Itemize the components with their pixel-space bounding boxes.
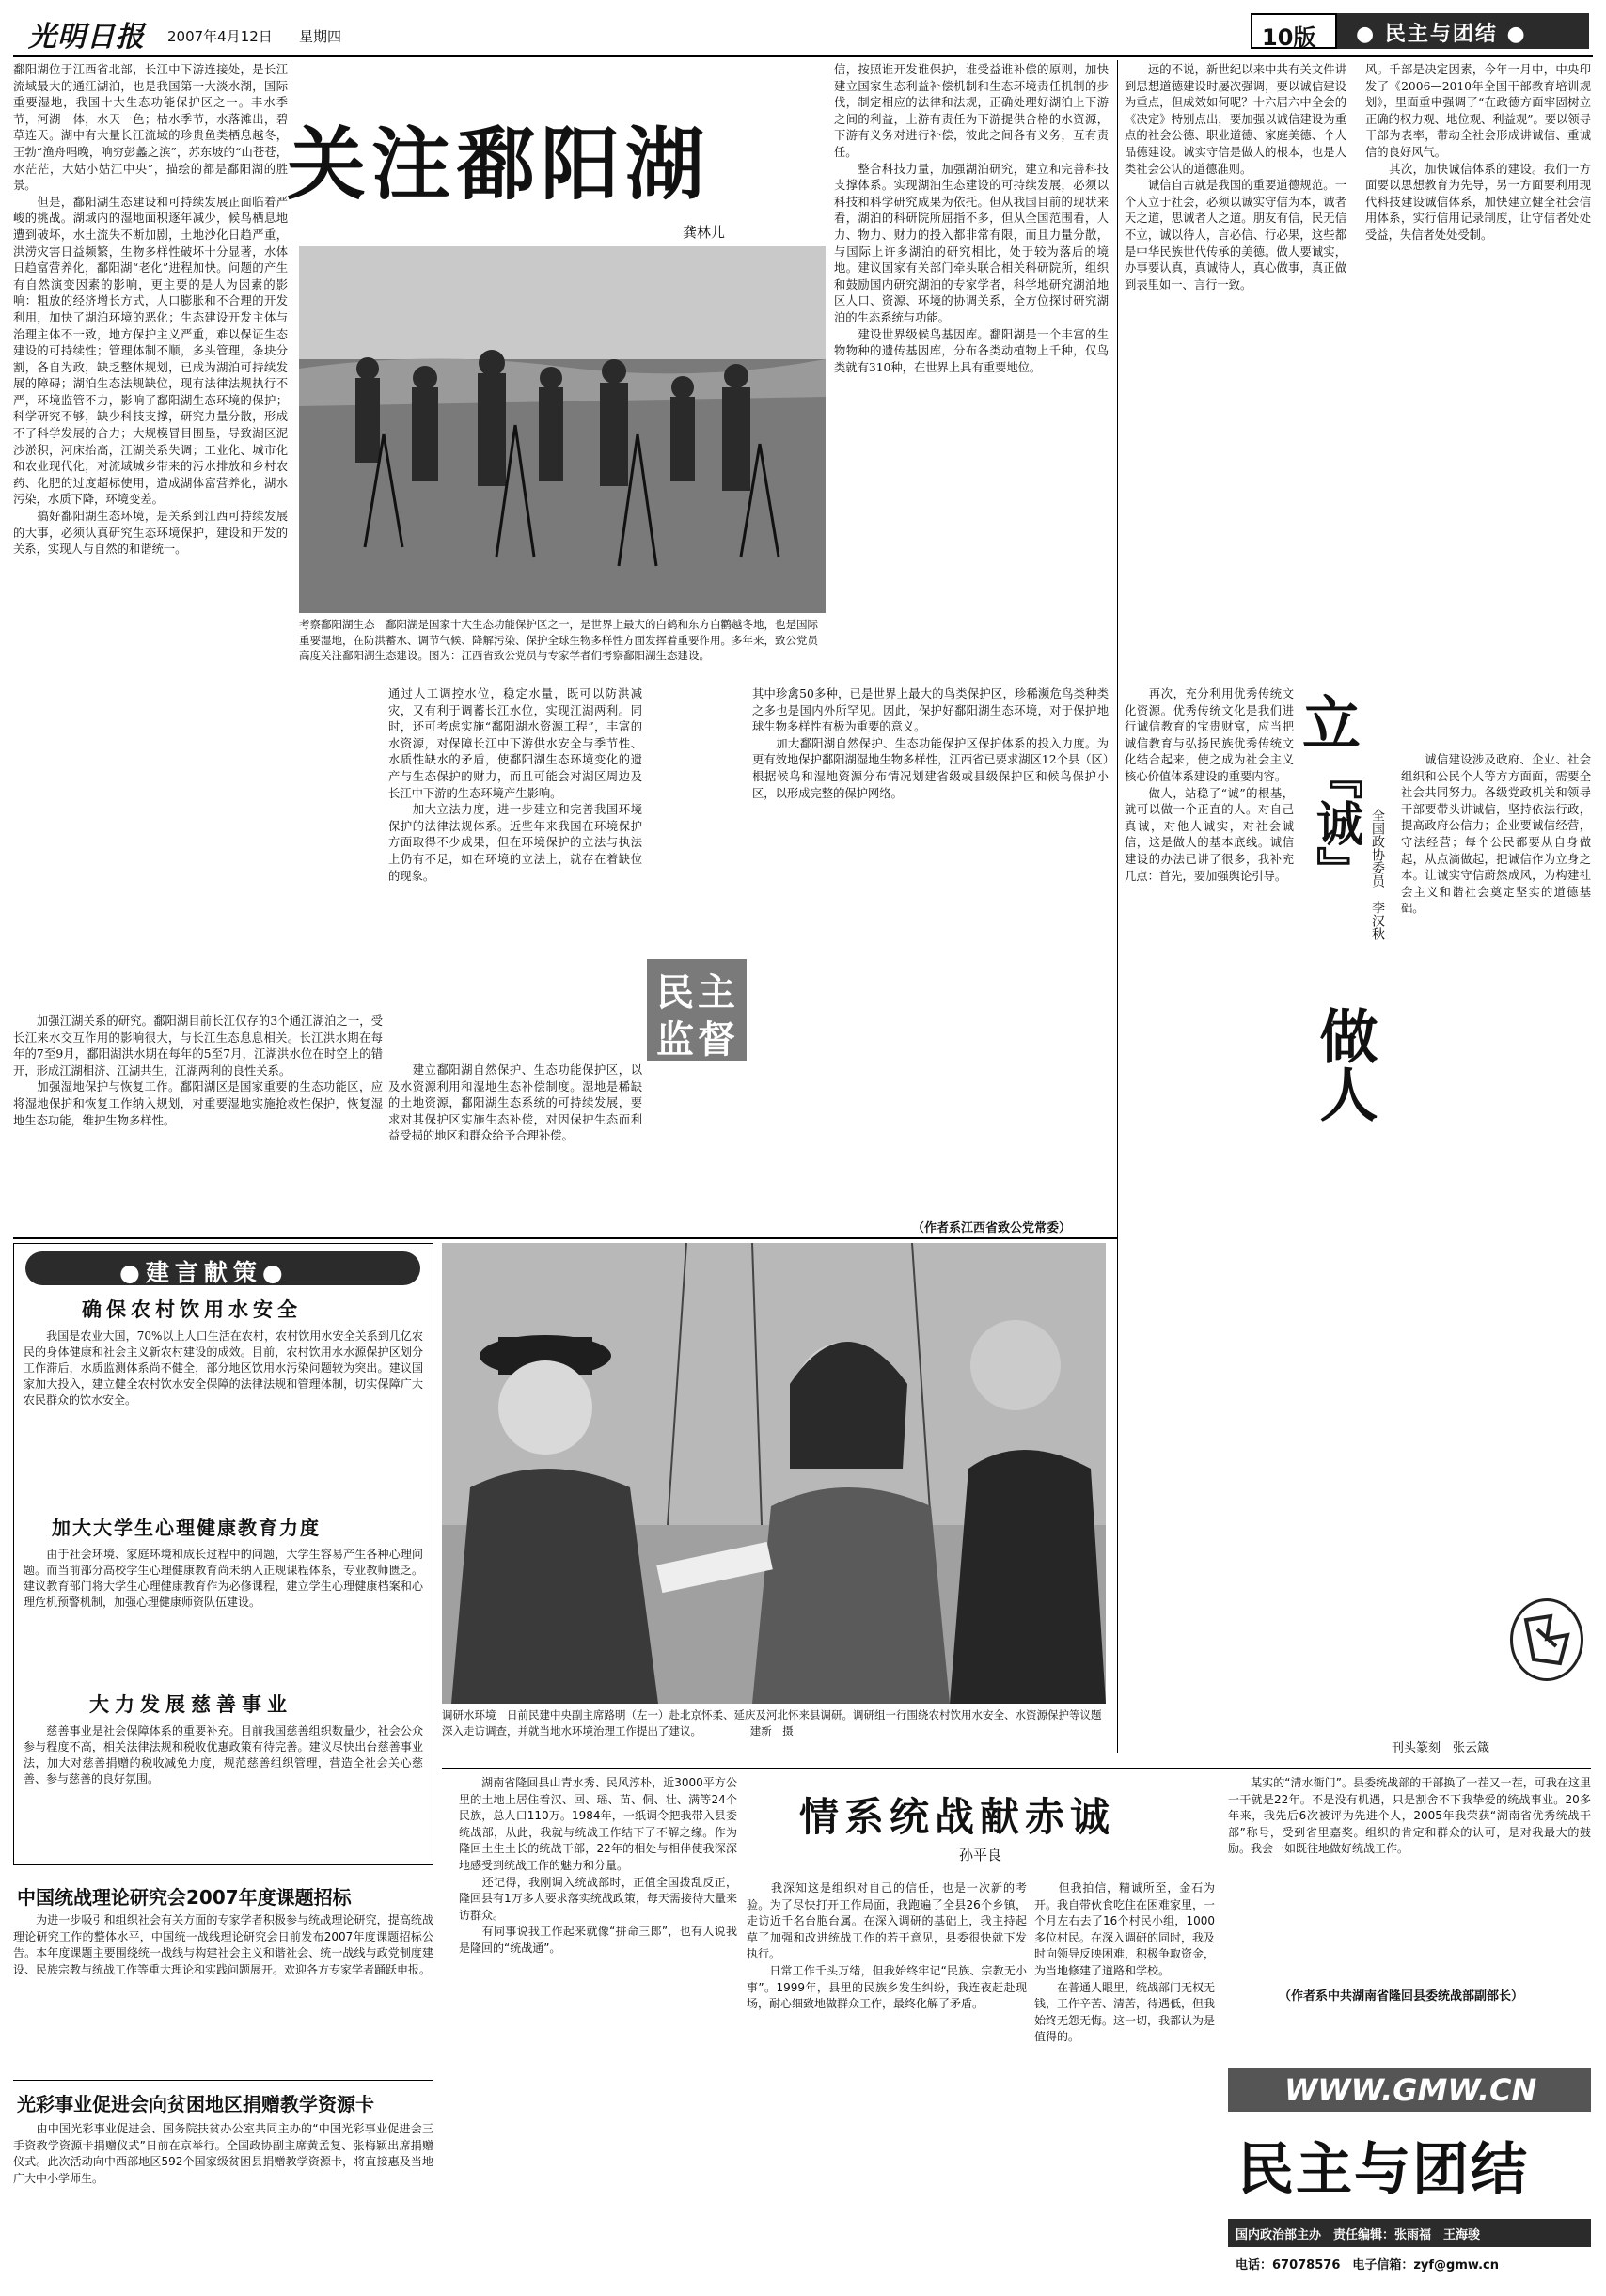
lead-column-mid-2: 建立鄱阳湖自然保护、生态功能保护区，以及水资源利用和湿地生态补偿制度。湿地是稀缺的土地资源，鄱阳湖生态系统的可持续发展，要求对其保护区实施生态补偿，对因保护生态而利益受损的地区和群众给予合理补偿。 xyxy=(388,1063,642,1143)
footer-credits-bar xyxy=(1228,2219,1591,2247)
lead-column-left-2: 加强江湖关系的研究。鄱阳湖目前长江仅存的3个通江湖泊之一，受长江来水交互作用的影响很大，与长江生态息息相关。长江洪水期在每年的7至9月，鄱阳湖洪水期在每年的5至7月，江湖洪水位在时空上的错开，形成江湖相济、江湖共生，江湖两利的良性关系。 加强湿地保护与恢复工作。鄱阳湖区是国家重要的生态功能区，应将湿地保护和恢复工作纳入规划，对重要湿地实施抢救性保护，恢复湿地生态功能，维护生物多样性。 xyxy=(13,1014,383,1127)
investigation-photo xyxy=(442,1243,1106,1704)
suggest-heading-charity: 大力发展慈善事业 xyxy=(89,1693,292,1716)
footer-credits: 国内政治部主办 责任编辑：张雨福 王海骏 xyxy=(1236,2228,1481,2242)
feature-byline: 孙平良 xyxy=(959,1847,1002,1864)
section-name: ● 民主与团结 ● xyxy=(1356,23,1527,46)
suggest-heading-students: 加大大学生心理健康教育力度 xyxy=(52,1517,321,1539)
lead-photo-caption: 考察鄱阳湖生态 鄱阳湖是国家十大生态功能保护区之一，是世界上最大的白鹤和东方白鹳越冬地，也是国际重要湿地，在防洪蓄水、调节气候、降解污染、保护全球生物多样性方面发挥着重要作用。多年来，致公党员高度关注鄱阳湖生态建设。图为：江西省致公党员与专家学者们考察鄱阳湖生态建设。 xyxy=(299,618,818,662)
feature-column-4: 某实的“清水衙门”。县委统战部的干部换了一茬又一茬，可我在这里一干就是22年。不是没有机遇，只是割舍不下我挚爱的统战事业。20多年来，我先后6次被评为先进个人，2005年我荣获“湖南省优秀统战干部”称号，受到省里嘉奖。组织的肯定和群众的认可，是对我最大的鼓励。我会一如既往地做好统战工作。 xyxy=(1228,1776,1591,1856)
lower-band-rule xyxy=(442,1768,1591,1769)
suggest-banner xyxy=(25,1251,420,1285)
feature-column-2: 我深知这是组织对自己的信任，也是一次新的考验。为了尽快打开工作局面，我跑遍了全县26个乡镇，走访近千名台胞台属。在深入调研的基础上，我主持起草了加强和改进统战工作的若干意见，县委很快就下发执行。 日常工作千头万绪，但我始终牢记“民族、宗教无小事”。1999年，县里的民族乡发生纠纷，我连夜赶赴现场，耐心细致地做群众工作，最终化解了矛盾。 xyxy=(747,1881,1027,2011)
investigation-photo-scene xyxy=(442,1243,1106,1704)
supervision-stamp xyxy=(647,959,747,1061)
lead-photo xyxy=(299,246,826,613)
footer-contact: 电话：67078576 电子信箱：zyf@gmw.cn xyxy=(1236,2258,1499,2272)
footer-section-brand: 民主与团结 xyxy=(1237,2137,1529,2203)
footer-url-bar xyxy=(1228,2068,1591,2112)
news-heading-donation: 光彩事业促进会向贫困地区捐赠教学资源卡 xyxy=(17,2093,374,2115)
lead-photo-scene xyxy=(299,246,826,613)
masthead xyxy=(0,0,1606,55)
page-number-badge xyxy=(1251,13,1337,49)
integrity-column-b: 再次，充分利用优秀传统文化资源。优秀传统文化是我们进行诚信教育的宝贵财富，应当把诚信教育与弘扬民族优秀传统文化结合起来，使之成为社会主义核心价值体系建设的重要内容。 做人，站稳了“诚”的根基，就可以做一个正直的人。对自己真诚，对他人诚实，对社会诚信，这是做人的基本底线。诚信建设的办法已讲了很多，我补充几点：首先，要加强舆论引导。 xyxy=(1125,687,1294,883)
issue-date: 2007年4月12日 xyxy=(167,28,273,45)
news-divider xyxy=(13,2080,433,2081)
issue-weekday: 星期四 xyxy=(299,28,342,45)
lead-headline: 关注鄱阳湖 xyxy=(287,118,711,211)
seal-mark xyxy=(1513,1601,1581,1678)
news-text-donation: 由中国光彩事业促进会、国务院扶贫办公室共同主办的“中国光彩事业促进会三手资教学资源卡捐赠仪式”日前在京举行。全国政协副主席黄孟复、张梅颖出席捐赠仪式。此次活动向中西部地区592个国家级贫困县捐赠教学资源卡，将直接惠及当地广大中小学师生。 xyxy=(13,2122,433,2185)
investigation-photo-caption: 调研水环境 日前民建中央副主席路明（左一）赴北京怀柔、延庆及河北怀来县调研。调研组一行围绕农村饮用水安全、水资源保护等议题深入走访调查，并就当地水环境治理工作提出了建议。 建新 摄 xyxy=(442,1708,1102,1738)
integrity-column-d: 诚信建设涉及政府、企业、社会组织和公民个人等方方面面，需要全社会共同努力。各级党政机关和领导干部要带头讲诚信，坚持依法行政，提高政府公信力；企业要诚信经营，守法经营；每个公民都要从自身做起，从点滴做起，把诚信作为立身之本。让诚实守信蔚然成风，为构建社会主义和谐社会奠定坚实的道德基础。 xyxy=(1401,753,1591,916)
section-banner xyxy=(1337,13,1589,49)
integrity-credit: 刊头篆刻 张云箴 xyxy=(1392,1741,1490,1755)
masthead-rule xyxy=(13,55,1593,57)
suggest-text-charity: 慈善事业是社会保障体系的重要补充。目前我国慈善组织数量少，社会公众参与程度不高，相关法律法规和税收优惠政策有待完善。建议尽快出台慈善事业法，加大对慈善捐赠的税收减免力度，规范慈善组织管理，营造全社会关心慈善、参与慈善的良好氛围。 xyxy=(24,1724,423,1785)
stamp-text-top: 民主 xyxy=(656,971,739,1014)
integrity-column-c: 风。千部是决定因素，今年一月中，中央印发了《2006—2010年全国干部教育培训规划》，里面重申强调了“在政德方面牢固树立正确的权力观、地位观、利益观”。要以领导干部为表率，带动全社会形成讲诚信、重诚信的良好风气。 其次，加快诚信体系的建设。我们一方面要以思想教育为先导，另一方面要利用现代科技建设诚信体系，加快建立健全社会信用体系，实行信用记录制度，让守信者处处受益，失信者处处受制。 xyxy=(1365,63,1591,242)
seal-stamp xyxy=(1510,1598,1583,1681)
suggest-banner-text: ●建言献策● xyxy=(119,1259,289,1286)
newspaper-logo: 光明日报 xyxy=(28,21,145,54)
lead-byline: 龚林儿 xyxy=(683,224,726,241)
suggest-text-students: 由于社会环境、家庭环境和成长过程中的问题，大学生容易产生各种心理问题。而当前部分高校学生心理健康教育尚未纳入正规课程体系，专业教师匮乏。建议教育部门将大学生心理健康教育作为必修课程，建立学生心理健康档案和心理危机预警机制，加强心理健康师资队伍建设。 xyxy=(24,1548,423,1609)
integrity-title-honesty: 『诚』 xyxy=(1309,752,1364,893)
integrity-title-stand: 立 xyxy=(1302,689,1362,758)
feature-credit: （作者系中共湖南省隆回县委统战部副部长） xyxy=(1279,1989,1524,2004)
integrity-title-person: 做人 xyxy=(1310,1006,1378,1123)
integrity-byline: 全国政协委员 李汉秋 xyxy=(1370,809,1385,940)
footer-brand-box xyxy=(1228,2068,1591,2290)
suggest-heading-water: 确保农村饮用水安全 xyxy=(82,1298,302,1321)
suggest-text-water: 我国是农业大国，70%以上人口生活在农村，农村饮用水安全关系到几亿农民的身体健康和社会主义新农村建设的成效。目前，农村饮用水水源保护区划分工作滞后，水质监测体系尚不健全，部分地区饮用水污染问题较为突出。建议国家加大投入，建立健全农村饮水安全保障的法律法规和管理体制，切实保障广大农民群众的饮水安全。 xyxy=(24,1329,423,1407)
news-heading-research: 中国统战理论研究会2007年度课题招标 xyxy=(17,1886,352,1909)
vertical-rule-main xyxy=(1117,60,1118,1753)
lead-column-right-1: 信，按照谁开发谁保护，谁受益谁补偿的原则，加快建立国家生态利益补偿机制和生态环境责任机制的步伐，制定相应的法律和法规，正确处理好湖泊上下游之间的利益，上游有责任为下游提供合格的水资源，下游有义务对进行补偿，彼此之间各有义务，互有责任。 整合科技力量，加强湖泊研究，建立和完善科技支撑体系。实现湖泊生态建设的可持续发展，必须以科技和科学研究成果为依托。但从我国目前的现状来看，湖泊的科研院所屈指不多，但从全国范围看，人力、物力、财力的投入都非常有限，而且力量分散，与国际上许多湖泊的研究相比，处于较为落后的境地。建议国家有关部门牵头联合相关科研院所，组织和鼓励国内研究湖泊的专家学者，科学地研究湖泊地区人口、资源、环境的协调关系，全方位探讨研究湖泊的生态系统与功能。 建设世界级候鸟基因库。鄱阳湖是一个丰富的生物物种的遗传基因库，分布各类动植物上千种，仅鸟类就有310种，在世界上具有重要地位。 xyxy=(834,63,1109,374)
feature-column-1: 湖南省隆回县山青水秀、民风淳朴，近3000平方公里的土地上居住着汉、回、瑶、苗、侗、壮、满等24个民族，总人口110万。1984年，一纸调令把我带入县委统战部，从此，我就与统战工作结下了不解之缘。作为隆回土生土长的统战干部，22年的相处与相伴使我深深地感受到统战工作的魅力和分量。 还记得，我刚调入统战部时，正值全国拨乱反正，隆回县有1万多人要求落实统战政策，每天需接待大量来访群众。 有同事说我工作起来就像“拼命三郎”，也有人说我是隆回的“统战通”。 xyxy=(459,1776,737,1955)
lead-credit: （作者系江西省致公党常委） xyxy=(912,1221,1072,1235)
footer-url[interactable]: WWW.GMW.CN xyxy=(1284,2072,1537,2108)
feature-headline: 情系统战献赤诚 xyxy=(799,1794,1116,1840)
news-text-research: 为进一步吸引和组织社会有关方面的专家学者积极参与统战理论研究，提高统战理论研究工作的整体水平，中国统一战线理论研究会日前发布2007年度课题招标公告。本年度课题主要围绕统一战线与构建社会主义和谐社会、统一战线与政党制度建设、民族宗教与统战工作等重大理论和实践问题展开。欢迎各方专家学者踊跃申报。 xyxy=(13,1913,433,1976)
lead-column-right-2: 其中珍禽50多种，已是世界上最大的鸟类保护区，珍稀濒危鸟类种类之多也是国内外所罕见。因此，保护好鄱阳湖生态环境，对于保护地球生物多样性有极为重要的意义。 加大鄱阳湖自然保护、生态功能保护区保护体系的投入力度。为更有效地保护鄱阳湖湿地生物多样性，江西省已要求湖区12个县（区）根据候鸟和湿地资源分布情况划建省级或县级保护区和候鸟保护小区，以形成完整的保护网络。 xyxy=(752,687,1109,800)
suggest-box xyxy=(13,1243,433,1865)
page-number: 10版 xyxy=(1262,24,1316,51)
lead-column-left-1: 鄱阳湖位于江西省北部，长江中下游连接处，是长江流域最大的通江湖泊，也是我国第一大淡水湖，国际重要湿地，我国十大生态功能保护区之一。丰水季节，河湖一体，水天一色；枯水季节，水落滩出，碧草连天。湖中有大量长江流域的珍贵鱼类栖息越冬，王勃“渔舟唱晚，响穷彭蠡之滨”，苏东坡的“山苍苍，水茫茫，大姑小姑江中央”，描绘的都是鄱阳湖的胜景。 但是，鄱阳湖生态建设和可持续发展正面临着严峻的挑战。湖域内的湿地面积逐年减少，候鸟栖息地遭到破坏，水土流失不断加剧，土地沙化日趋严重，洪涝灾害日益频繁，生物多样性破坏十分显著，水体日趋富营养化，鄱阳湖“老化”进程加快。问题的产生有自然演变因素的影响，更主要的是人为因素的影响：粗放的经济增长方式，人口膨胀和不合理的开发利用，加快了湖泊环境的恶化；生态建设开发主体与治理主体不一致，地方保护主义严重，难以保证生态建设的可持续性；管理体制不顺，多头管理，条块分割，各自为政，缺乏整体规划，已成为湖泊可持续发展的障碍；湖泊生态法规缺位，现有法律法规执行不严，环境监管不力，影响了鄱阳湖生态环境的保护；科学研究不够，缺少科技支撑，研究力量分散，形成不了科学发展的合力；大规模冒目围垦，导致湖区泥沙淤积，河床抬高，江湖关系失调；工业化、城市化和农业现代化，对流域城乡带来的污水排放和乡村农药、化肥的过度超标使用，造成湖体富营养化，湖水污染，水质下降，环境变差。 搞好鄱阳湖生态环境，是关系到江西可持续发展的大事，必须认真研究生态环境保护，建设和开发的关系，实现人与自然的和谐统一。 xyxy=(13,63,288,557)
feature-column-3: 但我拍信，精诚所至，金石为开。我自带伙食吃住在困难家里，一个月左右去了16个村民小组，1000多位村民。在深入调研的同时，我及时向领导反映困难，积极争取资金，为当地修建了道路和学校。 在普通人眼里，统战部门无权无钱，工作辛苦、清苦，待遇低，但我始终无怨无悔。这一切，我都认为是值得的。 xyxy=(1034,1881,1215,2044)
lead-bottom-rule xyxy=(13,1237,1117,1239)
lead-column-mid-1: 通过人工调控水位，稳定水量，既可以防洪减灾，又有利于调蓄长江水位，实现江湖两利。同时，还可考虑实施“鄱阳湖水资源工程”，丰富的水资源，对保障长江中下游供水安全与季节性、水质性缺水的矛盾，使鄱阳湖生态环境变化的遗产与生态保护的财力，而且可能会对湖区周边及长江中下游的生态环境产生影响。 加大立法力度，进一步建立和完善我国环境保护的法律法规体系。近些年来我国在环境保护方面取得不少成果，但在环境保护的立法与执法上仍有不足，如在环境的立法上，就存在着缺位的现象。 xyxy=(388,687,642,883)
integrity-column-a: 远的不说，新世纪以来中共有关文件讲到思想道德建设时屡次强调，要以诚信建设为重点，但成效如何呢？十六届六中全会的《决定》特别点出，要加强以诚信建设为重点的社会公德、职业道德、家庭美德、个人品德建设。诚实守信是做人的根本，也是人类社会公认的道德准则。 诚信自古就是我国的重要道德规范。一个人立于社会，必须以诚实守信为本，诚者天之道，思诚者人之道。朋友有信，民无信不立，诚以待人，言必信、行必果，这些都是中华民族世代传承的美德。做人要诚实，办事要认真，真诚待人，真心做事，真正做到表里如一、言行一致。 xyxy=(1125,63,1346,291)
stamp-text-bottom: 监督 xyxy=(656,1018,739,1062)
